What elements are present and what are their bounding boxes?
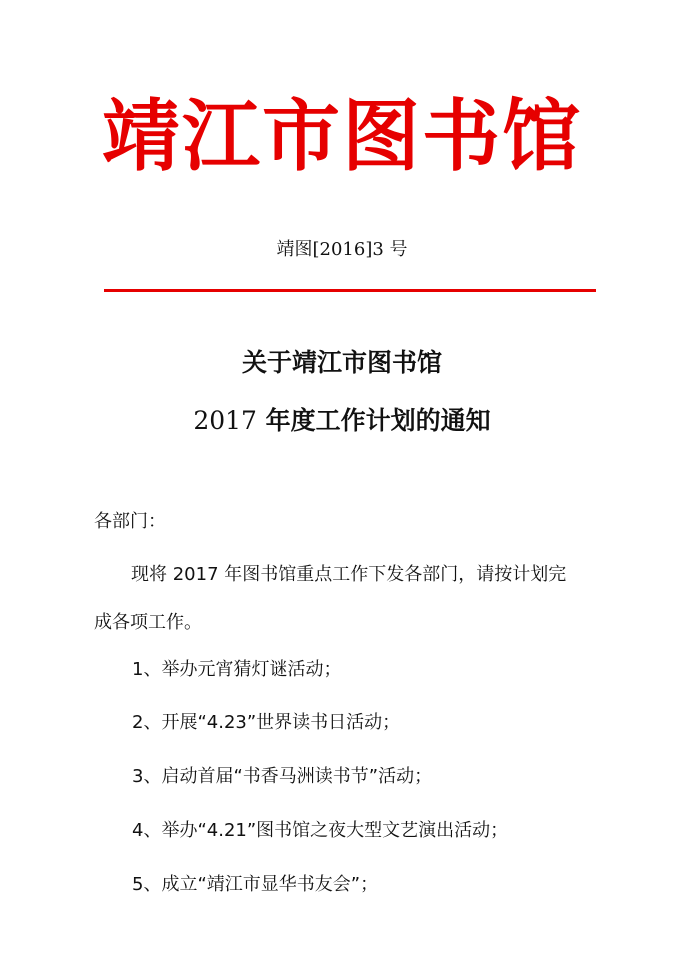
intro-paragraph [94,561,594,637]
notice-title-year: 2017 [193,406,257,435]
work-item: 4、举办“4.21”图书馆之夜大型文艺演出活动； [132,820,509,841]
org-header-title: 靖江市图书馆 [101,92,582,182]
work-item: 5、成立“靖江市显华书友会”； [132,874,379,895]
salutation: 各部门： [94,511,166,532]
notice-title-rest: 年度工作计划的通知 [256,406,491,435]
intro-line-1: 现将 2017 年图书馆重点工作下发各部门，请按计划完 [131,564,567,585]
work-item: 1、举办元宵猜灯谜活动； [132,659,342,680]
work-item: 3、启动首届“书香马洲读书节”活动； [132,766,433,787]
notice-title-line-1: 关于靖江市图书馆 [241,348,442,377]
notice-title-line-2 [0,403,684,439]
red-divider-line [104,289,596,292]
work-item: 2、开展“4.23”世界读书日活动； [132,712,401,733]
document-number: 靖图[2016]3 号 [276,239,408,260]
intro-line-2: 成各项工作。 [94,612,202,633]
